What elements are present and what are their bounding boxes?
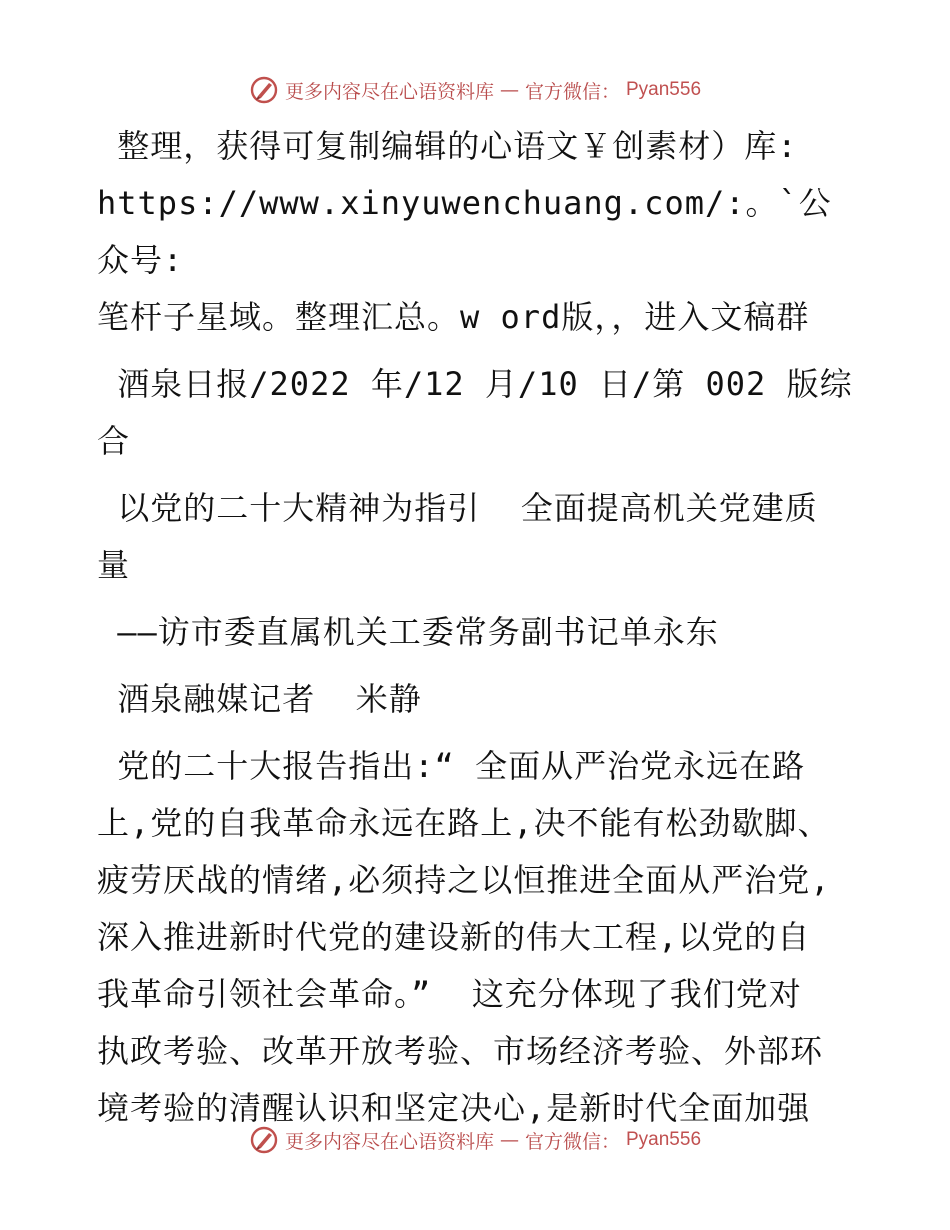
watermark-text: 更多内容尽在心语资料库: [284, 80, 494, 103]
source-line: 酒泉日报/2022 年/12 月/10 日/第 002 版综合: [97, 365, 853, 460]
intro-line: 笔杆子星域。整理汇总。w ord版，，进入文稿群: [97, 298, 810, 336]
watermark-separator: —: [499, 1129, 519, 1151]
body-line: 上,党的自我革命永远在路上,决不能有松劲歇脚、: [97, 804, 831, 842]
watermark-handle: Pyan556: [626, 79, 702, 100]
body-line: 执政考验、改革开放考验、市场经济考验、外部环: [97, 1032, 824, 1070]
article-subtitle: ——访市委直属机关工委常务副书记单永东: [97, 613, 719, 651]
watermark-separator: —: [499, 79, 519, 101]
watermark-handle: Pyan556: [626, 1129, 702, 1150]
body-line: 疲劳厌战的情绪,必须持之以恒推进全面从严治党,: [97, 861, 831, 899]
brush-logo-icon: [249, 75, 279, 105]
watermark-wechat-label: 官方微信：: [524, 1130, 620, 1153]
document-body: [97, 118, 857, 1137]
body-line: 党的二十大报告指出:“ 全面从严治党永远在路: [97, 747, 806, 785]
intro-line: 整理，获得可复制编辑的心语文￥创素材）库:: [97, 127, 798, 165]
header-watermark: [0, 70, 950, 110]
footer-watermark: [0, 1120, 950, 1160]
article-title-line: 以党的二十大精神为指引 全面提高机关党建质: [97, 489, 818, 527]
article-title-line: 量: [97, 546, 131, 584]
byline: 酒泉融媒记者 米静: [97, 680, 422, 718]
body-line: 我革命引领社会革命。” 这充分体现了我们党对: [97, 975, 802, 1013]
body-line: 境考验的清醒认识和坚定决心,是新时代全面加强: [97, 1089, 811, 1127]
watermark-text: 更多内容尽在心语资料库: [284, 1130, 494, 1153]
watermark-wechat-label: 官方微信：: [524, 80, 620, 103]
body-line: 深入推进新时代党的建设新的伟大工程,以党的自: [97, 918, 811, 956]
brush-logo-icon: [249, 1125, 279, 1155]
intro-line: https://www.xinyuwenchuang.com/:。`公众号:: [97, 184, 832, 279]
